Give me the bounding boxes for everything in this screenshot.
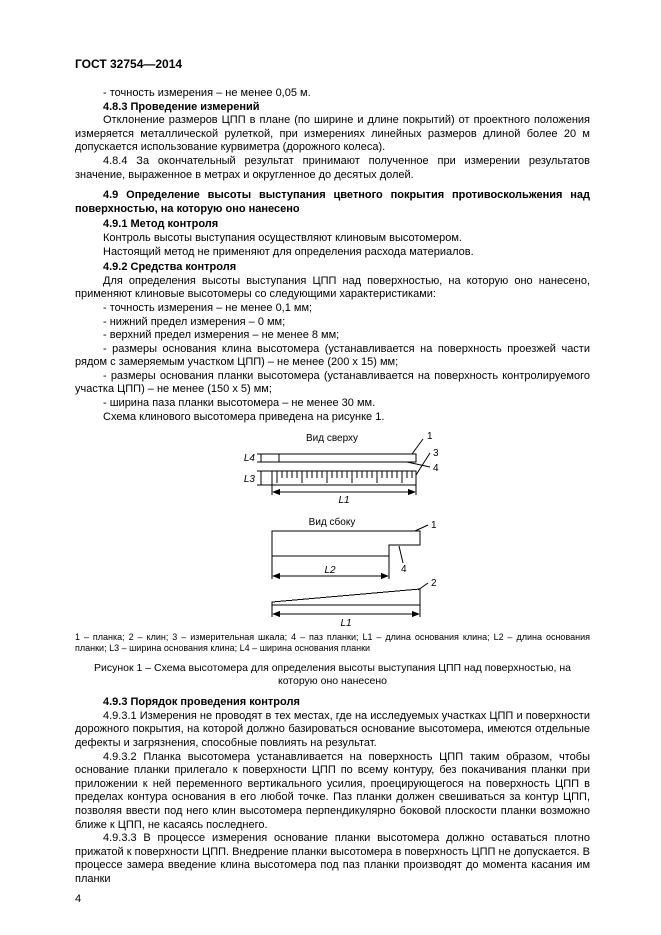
paragraph: 4.9.3.3 В процессе измерения основание планки высотомера должно оставаться плотно прижатой к поверхности ЦПП. Внедрение планки высотомера в поверхность ЦПП не допускается. В процессе замера введение клина высотомера под паз планки производят до момента касания им планки (75, 832, 590, 885)
paragraph: Схема клинового высотомера приведена на рисунке 1. (103, 410, 385, 423)
list-item: - размеры основания клина высотомера (устанавливается на поверхность проезжей части рядом с замеряемым участком ЦПП) – не менее (200 х 15) мм; (75, 342, 590, 369)
page-number: 4 (75, 893, 82, 906)
paragraph: 4.8.4 За окончательный результат принимают полученное при измерении результатов значение, выраженное в метрах и округленное до десятых долей. (75, 154, 590, 181)
section-heading-4-9-1: 4.9.1 Метод контроля (103, 218, 219, 231)
callout-4-side: 4 (401, 564, 407, 576)
top-view (244, 431, 439, 506)
section-heading-4-9: 4.9 Определение высоты выступания цветного покрытия противоскольжения над поверхностью, на которую оно нанесено (75, 189, 590, 215)
planka-top-view (279, 454, 416, 462)
paragraph: Отклонение размеров ЦПП в плане (по ширине и длине покрытий) от проектного положения измеряется металлической рулеткой, при измерениях линейных размеров длиной более 20 м допускается использование курвиметра (дорожного колеса). (75, 114, 590, 154)
figure-legend: 1 – планка; 2 – клин; 3 – измерительная шкала; 4 – паз планки; L1 – длина основания клина; L2 – длина основания планки; L3 – ширина основания клина; L4 – ширина основания планки (75, 632, 590, 654)
dimension-label-l4: L4 (243, 453, 255, 465)
top-view-title: Вид сверху (305, 433, 359, 445)
callout-2: 2 (431, 578, 437, 590)
height-gauge-diagram (237, 429, 455, 629)
paragraph: Для определения высоты выступания ЦПП над поверхностью, на которую оно нанесено, применяют клиновые высотомеры со следующими характеристиками: (75, 274, 590, 301)
figure-caption: Рисунок 1 – Схема высотомера для определения высоты выступания ЦПП над поверхностью, на которую оно нанесено (93, 662, 572, 688)
paragraph: Контроль высоты выступания осуществляют клиновым высотомером. (103, 231, 462, 244)
paragraph: 4.9.3.1 Измерения не проводят в тех местах, где на исследуемых участках ЦПП и поверхности дорожного покрытия, на которой должно базироваться основание высотомера, имеются отдельные дефекты и загрязнения, способные повлиять на результат. (75, 709, 590, 750)
paragraph: 4.9.3.2 Планка высотомера устанавливается на поверхность ЦПП таким образом, чтобы основание планки прилегало к поверхности ЦПП по всему контуру, без покачивания планки при приложении к ней переменного вертикального усилия, проецирующегося на поверхность ЦПП в пределах контура основания в его любой точке. Паз планки должен свешиваться за контур ЦПП, позволяя ввести под него клин высотомера перпендикулярно боковой плоскости планки возможно ближе к ЦПП, не касаясь последнего. (75, 750, 590, 831)
dimension-label-l2: L2 (324, 565, 336, 577)
section-heading-4-9-3: 4.9.3 Порядок проведения контроля (103, 696, 300, 709)
list-item: - точность измерения – не менее 0,1 мм; (103, 301, 313, 314)
section-heading-4-8-3: 4.8.3 Проведение измерений (103, 100, 260, 113)
callout-4-top: 4 (433, 463, 439, 475)
wedge-top-view (272, 471, 416, 485)
planka-side-view (272, 531, 420, 556)
figure-1 (75, 429, 590, 688)
dimension-label-l3: L3 (243, 474, 255, 486)
document-header: ГОСТ 32754—2014 (75, 57, 183, 71)
dimension-label-l1-top: L1 (338, 495, 350, 507)
callout-1-side: 1 (431, 520, 437, 532)
callout-3: 3 (433, 448, 439, 460)
section-heading-4-9-2: 4.9.2 Средства контроля (103, 261, 237, 274)
dimension-label-l1-bottom: L1 (340, 618, 352, 630)
list-item: - ширина паза планки высотомера – не менее 30 мм. (103, 397, 376, 410)
paragraph: Настоящий метод не применяют для определения расхода материалов. (103, 245, 474, 258)
list-item: - верхний предел измерения – не менее 8 мм; (103, 329, 340, 342)
paragraph: - точность измерения – не менее 0,05 м. (103, 87, 311, 99)
page-content (75, 57, 590, 887)
wedge-side-view (272, 589, 420, 605)
callout-1-top: 1 (427, 431, 433, 443)
side-view (272, 516, 437, 629)
side-view-title: Вид сбоку (308, 517, 356, 529)
list-item: - размеры основания планки высотомера (устанавливается на поверхность контролируемого участка ЦПП) – не менее (150 х 5) мм; (75, 369, 590, 396)
list-item: - нижний предел измерения – 0 мм; (103, 315, 286, 328)
